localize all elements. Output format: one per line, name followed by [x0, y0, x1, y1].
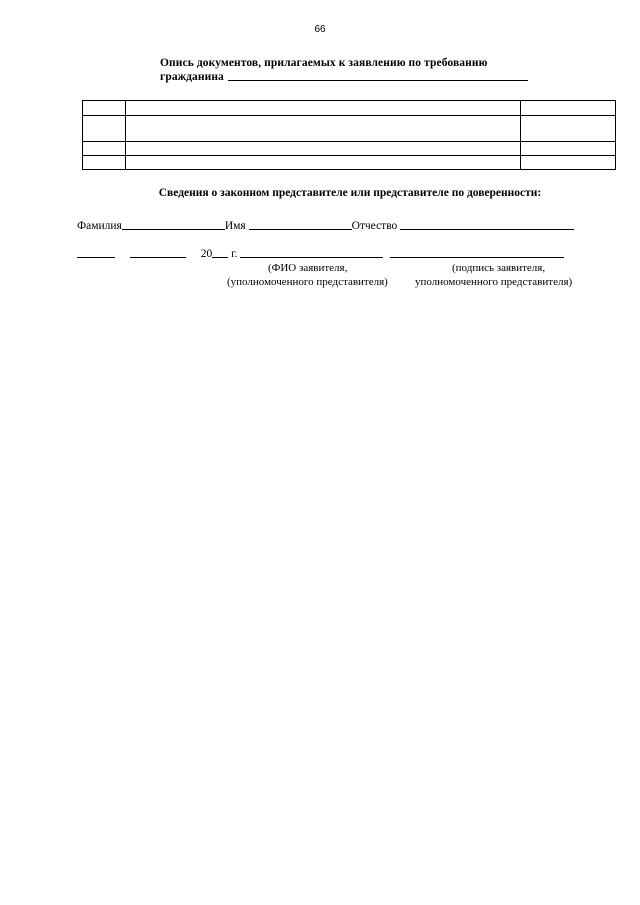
documents-table [82, 100, 616, 170]
day-field[interactable] [77, 247, 115, 258]
patronymic-label: Отчество [351, 220, 398, 232]
inventory-title: Опись документов, прилагаемых к заявлению по требованию [160, 57, 488, 69]
table-cell [521, 142, 616, 156]
table-cell [521, 156, 616, 170]
table-row [83, 142, 616, 156]
year-suffix: г. [231, 248, 238, 260]
representative-heading: Сведения о законном представителе или представителе по доверенности: [158, 187, 542, 199]
name-label: Имя [224, 220, 246, 232]
table-row [83, 116, 616, 142]
inventory-title-citizen [160, 71, 528, 83]
table-cell [126, 116, 521, 142]
patronymic-field[interactable] [400, 219, 574, 230]
year-field[interactable] [212, 247, 228, 258]
page-number: 66 [314, 24, 326, 35]
signature-caption: (подпись заявителя, [452, 262, 546, 274]
surname-label: Фамилия [77, 220, 122, 232]
citizen-name-line [228, 71, 528, 81]
table-cell [521, 101, 616, 116]
representative-name-row [77, 219, 574, 232]
table-cell [83, 116, 126, 142]
year-prefix: 20 [200, 248, 213, 260]
table-cell [126, 142, 521, 156]
table-row [83, 156, 616, 170]
surname-field[interactable] [122, 219, 225, 230]
table-cell [126, 156, 521, 170]
table-cell [83, 142, 126, 156]
table-row [83, 101, 616, 116]
fio-caption: (ФИО заявителя, [268, 262, 348, 274]
date-signature-row [77, 247, 564, 260]
table-cell [83, 101, 126, 116]
table-cell [126, 101, 521, 116]
inventory-title-citizen-label: гражданина [160, 71, 224, 83]
table-cell [83, 156, 126, 170]
signature-caption-continued: уполномоченного представителя) [415, 276, 573, 288]
month-field[interactable] [130, 247, 186, 258]
name-field[interactable] [249, 219, 352, 230]
fio-caption-continued: (уполномоченного представителя) [227, 276, 388, 288]
table-cell [521, 116, 616, 142]
fio-field[interactable] [240, 247, 383, 258]
signature-field[interactable] [390, 247, 564, 258]
